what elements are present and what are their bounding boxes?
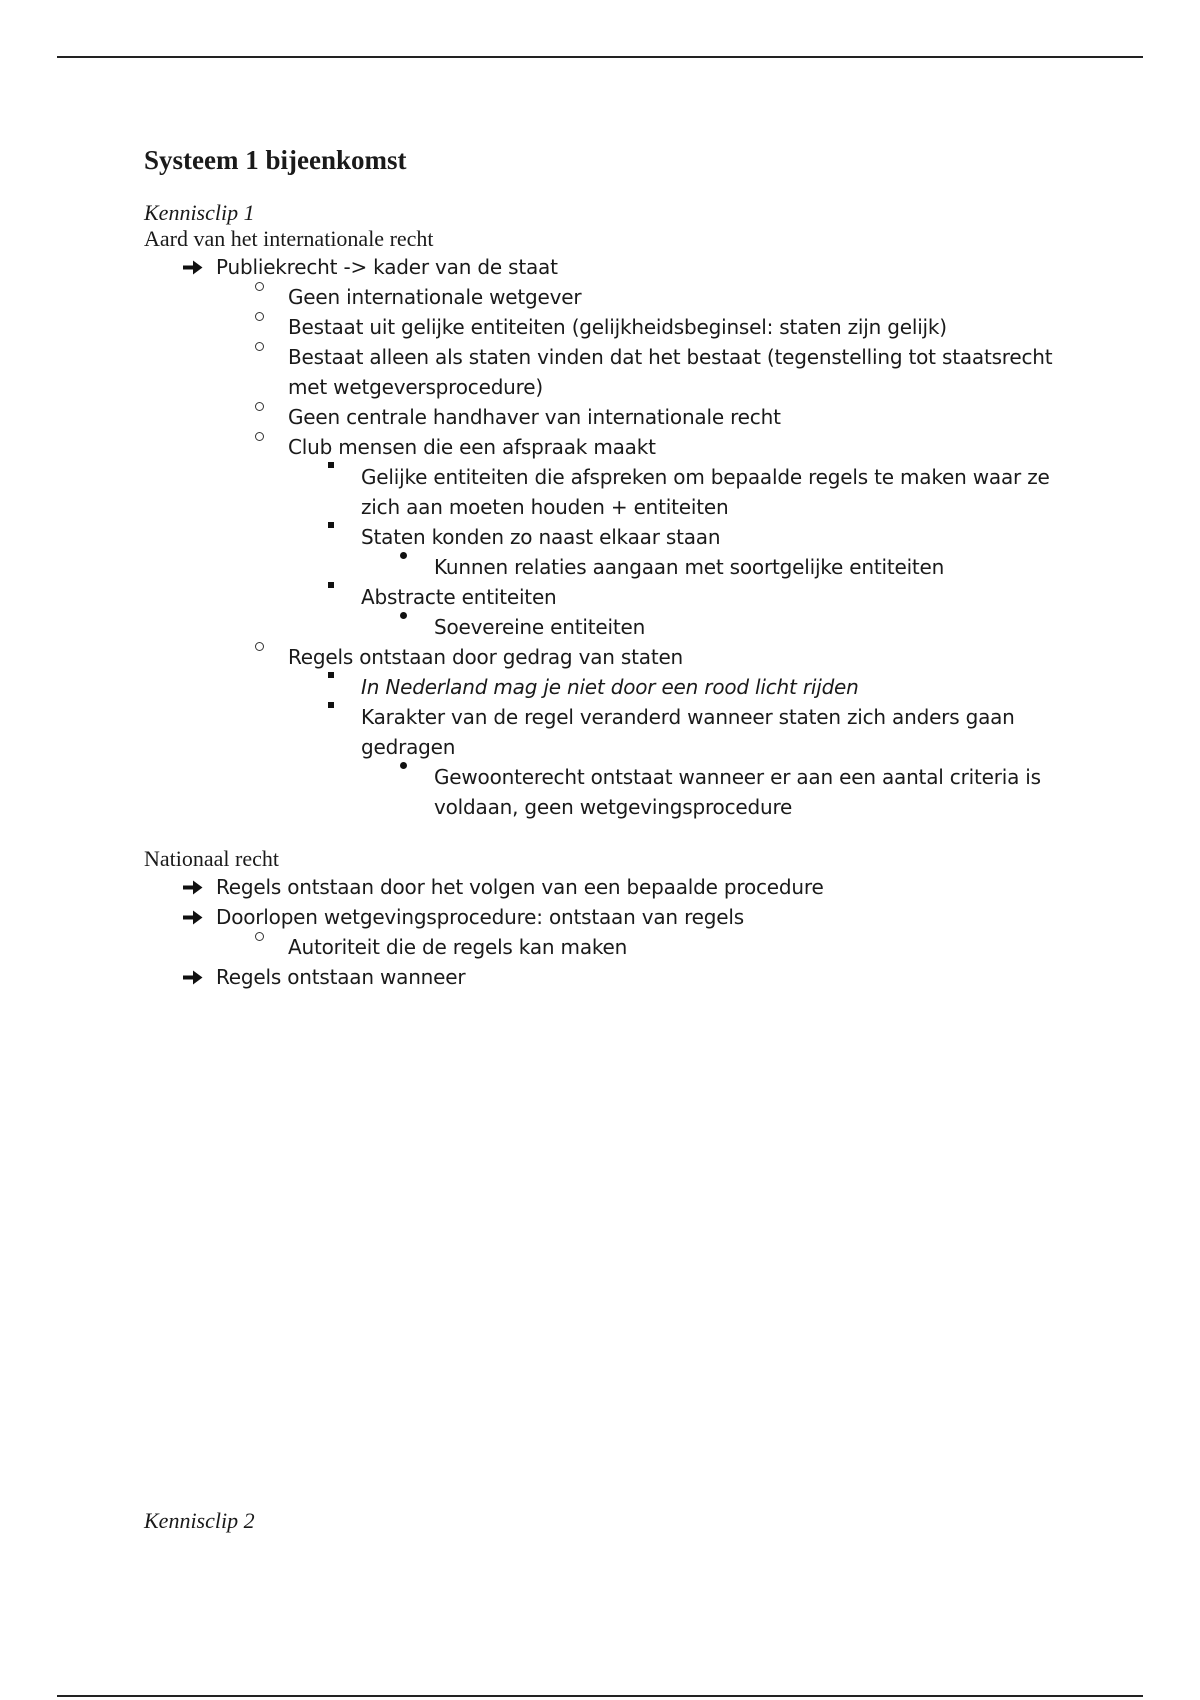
outline-list-nationaal-cont [144,962,1064,992]
outline-sublist [144,462,1064,552]
list-item [144,312,1064,342]
list-item-text: Geen internationale wetgever [288,285,582,309]
section-heading-nationaal: Nationaal recht [144,846,279,871]
section-subtitle-kennisclip-2: Kennisclip 2 [144,1508,255,1533]
outline-list-internationaal [144,252,1064,282]
outline-sublist [144,582,1064,612]
outline-sublist [144,762,1064,822]
dot-bullet-icon [400,552,407,559]
hollow-circle-icon [255,932,264,941]
list-item [144,902,1064,932]
list-item [144,762,1064,822]
list-item [144,552,1064,582]
arrow-right-icon [182,872,208,902]
list-item-text: Doorlopen wetgevingsprocedure: ontstaan van regels [216,905,744,929]
list-item-text: Club mensen die een afspraak maakt [288,435,656,459]
list-item [144,582,1064,612]
list-item-text: Gelijke entiteiten die afspreken om bepaalde regels te maken waar ze zich aan moeten houden + entiteiten [361,465,1050,519]
list-item-text: Publiekrecht -> kader van de staat [216,255,558,279]
list-item-text: Regels ontstaan door gedrag van staten [288,645,684,669]
list-item-text: Bestaat alleen als staten vinden dat het bestaat (tegenstelling tot staatsrecht met wetgeversprocedure) [288,345,1053,399]
list-item-text: Regels ontstaan door het volgen van een bepaalde procedure [216,875,824,899]
section-heading-internationaal: Aard van het internationale recht [144,226,434,251]
list-item-text: Staten konden zo naast elkaar staan [361,525,721,549]
arrow-right-icon [182,902,208,932]
outline-sublist [144,672,1064,762]
square-bullet-icon [328,462,334,468]
hollow-circle-icon [255,312,264,321]
square-bullet-icon [328,702,334,708]
outline-list-nationaal [144,872,1064,932]
outline-sublist [144,932,1064,962]
spacer [144,822,1064,846]
list-item-text: Abstracte entiteiten [361,585,557,609]
list-item-text: Regels ontstaan wanneer [216,965,466,989]
list-item [144,402,1064,432]
list-item-text: Bestaat uit gelijke entiteiten (gelijkheidsbeginsel: staten zijn gelijk) [288,315,947,339]
list-item [144,932,1064,962]
list-item [144,702,1064,762]
list-item [144,522,1064,552]
top-rule [57,56,1143,58]
list-item-text: Kunnen relaties aangaan met soortgelijke entiteiten [434,555,945,579]
hollow-circle-icon [255,642,264,651]
dot-bullet-icon [400,612,407,619]
arrow-right-icon [182,252,208,282]
list-item [144,642,1064,672]
list-item-text: Soevereine entiteiten [434,615,646,639]
list-item [144,252,1064,282]
list-item [144,612,1064,642]
section-subtitle-kennisclip-1: Kennisclip 1 [144,200,255,225]
hollow-circle-icon [255,342,264,351]
outline-sublist [144,642,1064,672]
outline-sublist [144,552,1064,582]
list-item [144,672,1064,702]
hollow-circle-icon [255,282,264,291]
outline-sublist [144,612,1064,642]
outline-sublist [144,282,1064,462]
list-item [144,432,1064,462]
list-item [144,462,1064,522]
arrow-right-icon [182,962,208,992]
list-item [144,282,1064,312]
hollow-circle-icon [255,402,264,411]
hollow-circle-icon [255,432,264,441]
list-item [144,342,1064,402]
list-item [144,962,1064,992]
list-item-text: Karakter van de regel veranderd wanneer staten zich anders gaan gedragen [361,705,1015,759]
list-item-text: Autoriteit die de regels kan maken [288,935,628,959]
square-bullet-icon [328,672,334,678]
dot-bullet-icon [400,762,407,769]
list-item [144,872,1064,902]
list-item-text: Geen centrale handhaver van internationale recht [288,405,781,429]
bottom-rule [57,1695,1143,1697]
document-body [144,140,1064,992]
list-item-text: In Nederland mag je niet door een rood licht rijden [361,675,859,699]
document-title: Systeem 1 bijeenkomst [144,145,407,175]
square-bullet-icon [328,522,334,528]
list-item-text: Gewoonterecht ontstaat wanneer er aan een aantal criteria is voldaan, geen wetgevingsprocedure [434,765,1041,819]
square-bullet-icon [328,582,334,588]
